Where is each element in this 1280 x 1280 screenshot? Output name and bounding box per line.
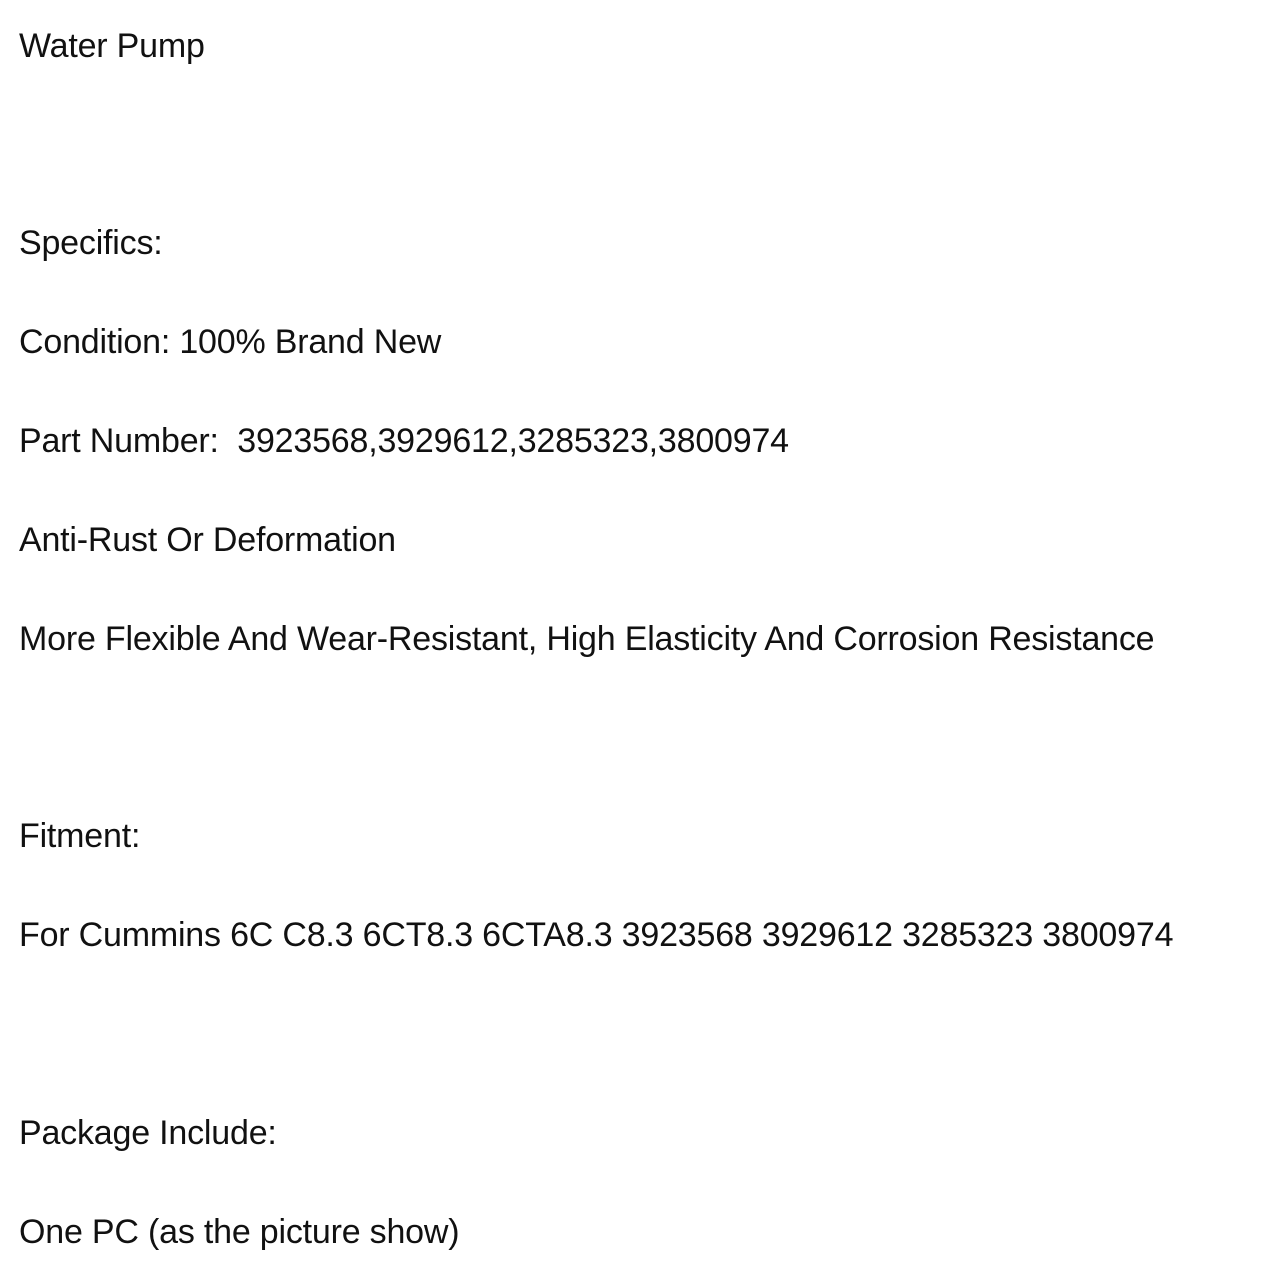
package-detail: One PC (as the picture show) [19,1213,460,1251]
feature-anti-rust: Anti-Rust Or Deformation [19,521,396,559]
condition-line: Condition: 100% Brand New [19,323,442,361]
part-number-line: Part Number: 3923568,3929612,3285323,3800974 [19,422,789,460]
product-title: Water Pump [19,27,205,65]
package-heading: Package Include: [19,1114,277,1152]
feature-flexible: More Flexible And Wear-Resistant, High Elasticity And Corrosion Resistance [19,620,1155,658]
specifics-heading: Specifics: [19,224,163,262]
fitment-heading: Fitment: [19,817,141,855]
fitment-detail: For Cummins 6C C8.3 6CT8.3 6CTA8.3 3923568 3929612 3285323 3800974 [19,916,1174,954]
